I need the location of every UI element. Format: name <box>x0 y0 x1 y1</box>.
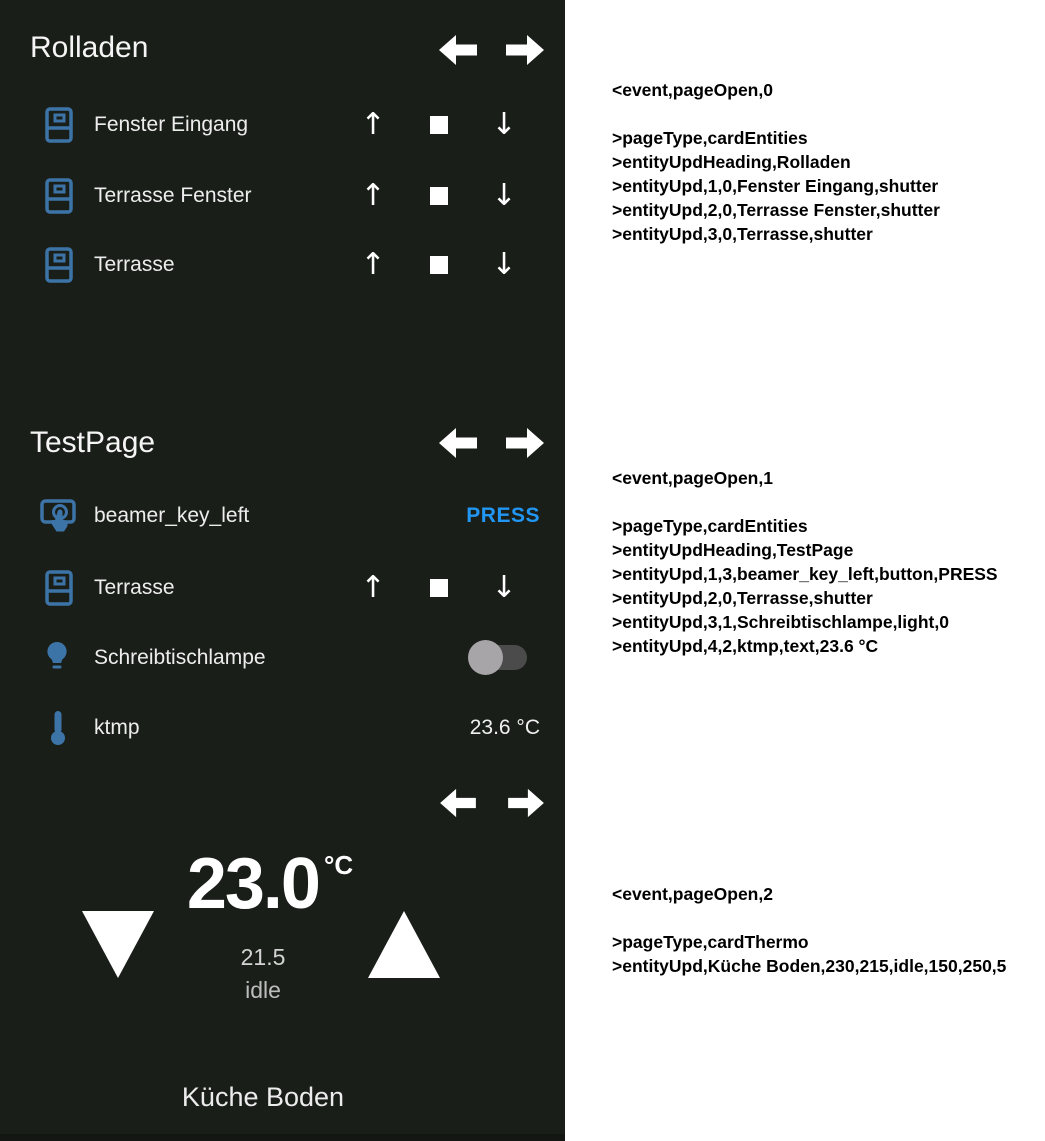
current-temperature-value: 23.0 <box>186 844 319 924</box>
entity-row <box>0 707 565 749</box>
stop-square-icon <box>430 579 448 597</box>
log-gap <box>612 490 998 514</box>
entity-value: 23.6 °C <box>469 716 540 739</box>
log-line: >entityUpd,1,0,Fenster Eingang,shutter <box>612 176 939 196</box>
shutter-up-button[interactable]: ↑ <box>360 107 386 142</box>
shutter-up-button[interactable]: ↑ <box>360 247 386 282</box>
page-next-button[interactable] <box>505 426 545 460</box>
entity-label: Schreibtischlampe <box>94 646 266 669</box>
entity-label: ktmp <box>94 716 140 739</box>
shutter-up-button[interactable]: ↑ <box>360 178 386 213</box>
log-line: >entityUpd,1,3,beamer_key_left,button,PRESS <box>612 564 998 584</box>
page-title: Rolladen <box>30 31 149 64</box>
log-line: >entityUpd,2,0,Terrasse,shutter <box>612 588 873 608</box>
log-event-line: <event,pageOpen,1 <box>612 468 773 488</box>
log-line: >entityUpd,2,0,Terrasse Fenster,shutter <box>612 200 940 220</box>
toggle-knob <box>468 640 503 675</box>
bottom-strip <box>0 1134 565 1141</box>
log-event-line: <event,pageOpen,2 <box>612 884 773 904</box>
current-temperature <box>135 844 405 924</box>
page-prev-button[interactable] <box>438 426 478 460</box>
log-gap <box>612 102 940 126</box>
stop-square-icon <box>430 256 448 274</box>
target-temperature: 21.5 <box>240 944 286 970</box>
arrow-left-icon <box>438 426 478 460</box>
log-line: >entityUpdHeading,Rolladen <box>612 152 851 172</box>
page-next-button[interactable] <box>508 787 544 819</box>
log-block-page1 <box>612 466 998 658</box>
thermostat-title: Küche Boden <box>181 1082 345 1112</box>
log-event-line: <event,pageOpen,0 <box>612 80 773 100</box>
entity-row <box>0 567 565 609</box>
entity-label: Terrasse Fenster <box>94 184 252 207</box>
entity-row <box>0 175 565 217</box>
shutter-down-button[interactable]: ↓ <box>491 570 517 605</box>
window-shutter-icon <box>45 178 73 214</box>
arrow-right-icon <box>508 787 544 819</box>
arrow-left-icon <box>438 33 478 67</box>
window-shutter-icon <box>45 570 73 606</box>
shutter-up-button[interactable]: ↑ <box>360 570 386 605</box>
gesture-tap-button-icon <box>40 497 78 535</box>
stop-square-icon <box>430 187 448 205</box>
page-prev-button[interactable] <box>438 33 478 67</box>
temp-down-button[interactable] <box>82 911 154 978</box>
log-line: >pageType,cardThermo <box>612 932 809 952</box>
log-line: >pageType,cardEntities <box>612 516 808 536</box>
light-toggle[interactable] <box>477 645 527 670</box>
log-line: >entityUpdHeading,TestPage <box>612 540 854 560</box>
entity-row <box>0 495 565 537</box>
shutter-stop-button[interactable] <box>430 579 448 597</box>
shutter-stop-button[interactable] <box>430 256 448 274</box>
shutter-stop-button[interactable] <box>430 116 448 134</box>
lightbulb-icon <box>45 640 69 676</box>
page-title: TestPage <box>30 426 156 459</box>
log-line: >pageType,cardEntities <box>612 128 808 148</box>
page-prev-button[interactable] <box>440 787 476 819</box>
arrow-left-icon <box>440 787 476 819</box>
entity-row <box>0 637 565 679</box>
press-button[interactable]: PRESS <box>466 504 540 527</box>
shutter-down-button[interactable]: ↓ <box>491 247 517 282</box>
arrow-right-icon <box>505 426 545 460</box>
thermostat-state: idle <box>245 977 281 1003</box>
log-line: >entityUpd,3,1,Schreibtischlampe,light,0 <box>612 612 949 632</box>
entity-label: Terrasse <box>94 576 175 599</box>
entity-row <box>0 104 565 146</box>
entity-label: Fenster Eingang <box>94 113 249 136</box>
entity-label: beamer_key_left <box>94 504 250 527</box>
log-line: >entityUpd,Küche Boden,230,215,idle,150,250,5 <box>612 956 1007 976</box>
page-next-button[interactable] <box>505 33 545 67</box>
window-shutter-icon <box>45 247 73 283</box>
temp-up-button[interactable] <box>368 911 440 978</box>
shutter-down-button[interactable]: ↓ <box>491 107 517 142</box>
shutter-down-button[interactable]: ↓ <box>491 178 517 213</box>
temperature-unit: °C <box>323 850 354 880</box>
log-line: >entityUpd,3,0,Terrasse,shutter <box>612 224 873 244</box>
window-shutter-icon <box>45 107 73 143</box>
log-block-page2 <box>612 882 1006 978</box>
stop-square-icon <box>430 116 448 134</box>
log-gap <box>612 906 1006 930</box>
entity-label: Terrasse <box>94 253 175 276</box>
arrow-right-icon <box>505 33 545 67</box>
entity-row <box>0 244 565 286</box>
shutter-stop-button[interactable] <box>430 187 448 205</box>
log-block-page0 <box>612 78 940 246</box>
thermometer-icon <box>50 709 66 747</box>
log-line: >entityUpd,4,2,ktmp,text,23.6 °C <box>612 636 879 656</box>
